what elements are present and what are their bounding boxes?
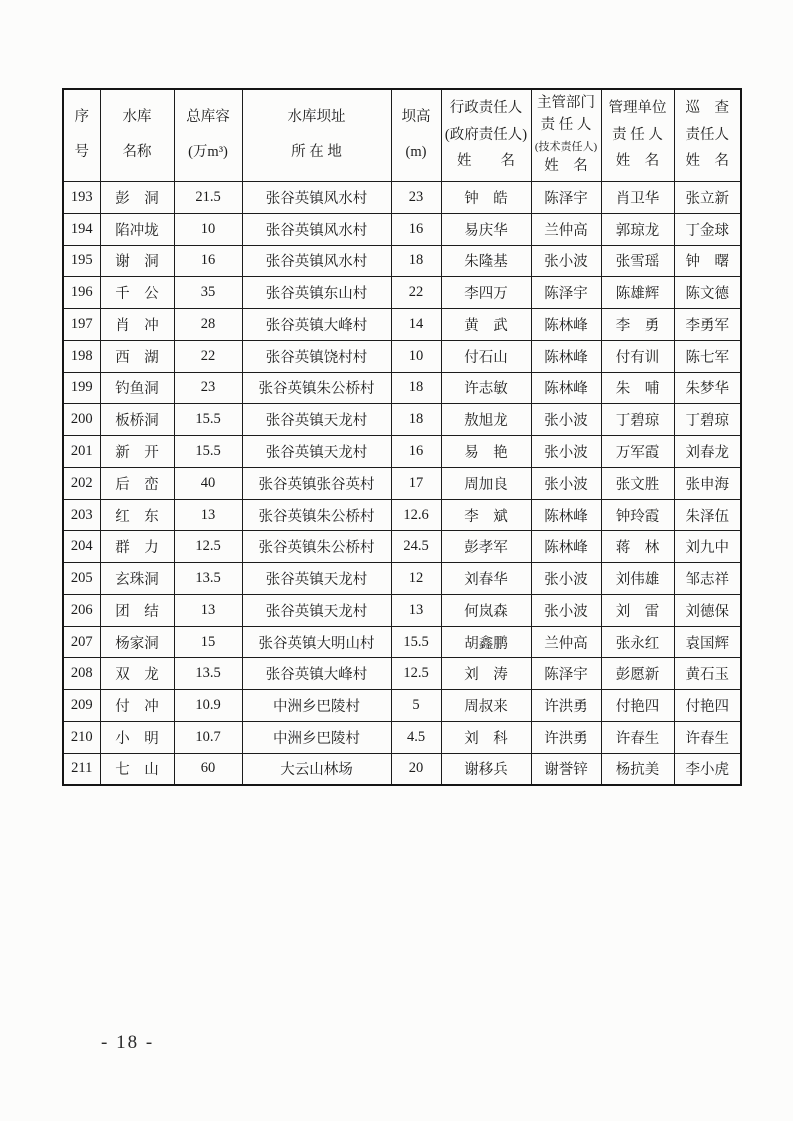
cell-seq: 194 — [63, 213, 100, 245]
cell-dept-responsible: 陈林峰 — [531, 372, 601, 404]
cell-admin-responsible: 付石山 — [441, 340, 531, 372]
cell-patrol-responsible: 陈七军 — [674, 340, 741, 372]
cell-seq: 208 — [63, 658, 100, 690]
cell-mgmt-responsible: 肖卫华 — [601, 182, 674, 214]
cell-reservoir-name: 西 湖 — [100, 340, 174, 372]
cell-seq: 198 — [63, 340, 100, 372]
table-row — [63, 213, 741, 245]
cell-mgmt-responsible: 万军霞 — [601, 436, 674, 468]
cell-reservoir-name: 群 力 — [100, 531, 174, 563]
cell-dam-height: 18 — [391, 245, 441, 277]
header-line: (政府责任人) — [444, 126, 528, 143]
cell-patrol-responsible: 丁金球 — [674, 213, 741, 245]
header-line: 水库坝址 — [287, 108, 346, 125]
cell-seq: 206 — [63, 594, 100, 626]
cell-reservoir-name: 杨家洞 — [100, 626, 174, 658]
cell-capacity: 10 — [174, 213, 242, 245]
cell-seq: 205 — [63, 563, 100, 595]
cell-mgmt-responsible: 蒋 林 — [601, 531, 674, 563]
header-line: 所 在 地 — [291, 144, 342, 161]
cell-reservoir-name: 双 龙 — [100, 658, 174, 690]
cell-dept-responsible: 兰仲高 — [531, 626, 601, 658]
table-row — [63, 690, 741, 722]
cell-capacity: 13.5 — [174, 563, 242, 595]
cell-admin-responsible: 彭孝军 — [441, 531, 531, 563]
cell-dam-height: 12 — [391, 563, 441, 595]
cell-reservoir-name: 后 峦 — [100, 467, 174, 499]
cell-admin-responsible: 周叔来 — [441, 690, 531, 722]
header-line: 坝高 — [401, 108, 431, 125]
cell-capacity: 13 — [174, 499, 242, 531]
cell-reservoir-name: 陷冲垅 — [100, 213, 174, 245]
cell-admin-responsible: 周加良 — [441, 467, 531, 499]
cell-dept-responsible: 陈泽宇 — [531, 277, 601, 309]
table-row — [63, 753, 741, 785]
cell-capacity: 60 — [174, 753, 242, 785]
cell-dept-responsible: 陈林峰 — [531, 340, 601, 372]
cell-mgmt-responsible: 李 勇 — [601, 309, 674, 341]
table-row — [63, 531, 741, 563]
cell-mgmt-responsible: 刘伟雄 — [601, 563, 674, 595]
header-line: 责 任 人 — [612, 126, 663, 143]
table-row — [63, 722, 741, 754]
header-line: 名称 — [122, 144, 152, 161]
cell-mgmt-responsible: 钟玲霞 — [601, 499, 674, 531]
cell-dam-location: 中洲乡巴陵村 — [242, 690, 391, 722]
cell-capacity: 28 — [174, 309, 242, 341]
header-line: 管理单位 — [608, 99, 667, 116]
table-row — [63, 372, 741, 404]
cell-reservoir-name: 团 结 — [100, 594, 174, 626]
cell-dam-height: 10 — [391, 340, 441, 372]
cell-dam-height: 16 — [391, 213, 441, 245]
cell-patrol-responsible: 张申海 — [674, 467, 741, 499]
col-header-dam-height — [391, 89, 441, 182]
cell-patrol-responsible: 朱梦华 — [674, 372, 741, 404]
cell-patrol-responsible: 陈文德 — [674, 277, 741, 309]
cell-reservoir-name: 小 明 — [100, 722, 174, 754]
cell-capacity: 21.5 — [174, 182, 242, 214]
header-line: 水库 — [122, 108, 152, 125]
header-line: 姓 名 — [615, 153, 660, 170]
cell-reservoir-name: 千 公 — [100, 277, 174, 309]
header-line: 行政责任人 — [449, 99, 523, 116]
cell-mgmt-responsible: 张文胜 — [601, 467, 674, 499]
reservoir-table-container — [62, 88, 740, 783]
cell-admin-responsible: 何岚森 — [441, 594, 531, 626]
cell-seq: 202 — [63, 467, 100, 499]
cell-mgmt-responsible: 杨抗美 — [601, 753, 674, 785]
cell-dept-responsible: 张小波 — [531, 436, 601, 468]
cell-reservoir-name: 钓鱼洞 — [100, 372, 174, 404]
cell-dam-height: 18 — [391, 372, 441, 404]
cell-dam-height: 23 — [391, 182, 441, 214]
cell-dam-location: 张谷英镇天龙村 — [242, 404, 391, 436]
cell-capacity: 35 — [174, 277, 242, 309]
cell-seq: 195 — [63, 245, 100, 277]
cell-patrol-responsible: 张立新 — [674, 182, 741, 214]
cell-seq: 204 — [63, 531, 100, 563]
reservoir-table — [62, 88, 742, 786]
cell-dam-location: 张谷英镇张谷英村 — [242, 467, 391, 499]
cell-reservoir-name: 谢 洞 — [100, 245, 174, 277]
cell-dept-responsible: 张小波 — [531, 563, 601, 595]
cell-dam-height: 12.5 — [391, 658, 441, 690]
cell-capacity: 15.5 — [174, 404, 242, 436]
cell-capacity: 10.9 — [174, 690, 242, 722]
cell-patrol-responsible: 邹志祥 — [674, 563, 741, 595]
cell-capacity: 10.7 — [174, 722, 242, 754]
cell-dam-location: 张谷英镇天龙村 — [242, 436, 391, 468]
table-row — [63, 182, 741, 214]
col-header-capacity — [174, 89, 242, 182]
cell-dam-height: 14 — [391, 309, 441, 341]
cell-seq: 207 — [63, 626, 100, 658]
cell-patrol-responsible: 钟 曙 — [674, 245, 741, 277]
cell-patrol-responsible: 刘春龙 — [674, 436, 741, 468]
cell-dam-height: 17 — [391, 467, 441, 499]
cell-capacity: 15 — [174, 626, 242, 658]
cell-dept-responsible: 张小波 — [531, 404, 601, 436]
cell-dam-location: 张谷英镇饶村村 — [242, 340, 391, 372]
cell-dept-responsible: 陈林峰 — [531, 499, 601, 531]
cell-admin-responsible: 刘 科 — [441, 722, 531, 754]
cell-admin-responsible: 钟 皓 — [441, 182, 531, 214]
cell-dam-height: 24.5 — [391, 531, 441, 563]
header-line: (m) — [405, 144, 427, 161]
table-row — [63, 563, 741, 595]
cell-patrol-responsible: 袁国辉 — [674, 626, 741, 658]
cell-dam-location: 张谷英镇大明山村 — [242, 626, 391, 658]
table-row — [63, 499, 741, 531]
table-row — [63, 340, 741, 372]
header-line: 巡 查 — [685, 99, 729, 116]
cell-dam-height: 12.6 — [391, 499, 441, 531]
cell-dam-location: 张谷英镇风水村 — [242, 182, 391, 214]
cell-capacity: 13 — [174, 594, 242, 626]
cell-dam-location: 张谷英镇朱公桥村 — [242, 372, 391, 404]
table-row — [63, 277, 741, 309]
table-row — [63, 404, 741, 436]
cell-capacity: 23 — [174, 372, 242, 404]
cell-dam-height: 16 — [391, 436, 441, 468]
col-header-mgmt-responsible — [601, 89, 674, 182]
header-line: 责任人 — [685, 126, 729, 143]
cell-admin-responsible: 刘 涛 — [441, 658, 531, 690]
header-line: 姓 名 — [544, 157, 588, 174]
cell-patrol-responsible: 李勇军 — [674, 309, 741, 341]
cell-patrol-responsible: 刘德保 — [674, 594, 741, 626]
cell-dept-responsible: 兰仲高 — [531, 213, 601, 245]
reservoir-table-body — [63, 182, 741, 786]
cell-reservoir-name: 板桥洞 — [100, 404, 174, 436]
cell-admin-responsible: 胡鑫鹏 — [441, 626, 531, 658]
cell-dam-location: 张谷英镇天龙村 — [242, 594, 391, 626]
cell-capacity: 12.5 — [174, 531, 242, 563]
cell-dept-responsible: 陈泽宇 — [531, 182, 601, 214]
cell-patrol-responsible: 黄石玉 — [674, 658, 741, 690]
cell-seq: 199 — [63, 372, 100, 404]
cell-dam-location: 张谷英镇东山村 — [242, 277, 391, 309]
cell-admin-responsible: 黄 武 — [441, 309, 531, 341]
cell-admin-responsible: 刘春华 — [441, 563, 531, 595]
cell-dept-responsible: 张小波 — [531, 245, 601, 277]
header-line: (万m³) — [188, 144, 228, 161]
cell-reservoir-name: 红 东 — [100, 499, 174, 531]
table-row — [63, 626, 741, 658]
cell-dept-responsible: 许洪勇 — [531, 722, 601, 754]
cell-mgmt-responsible: 丁碧琼 — [601, 404, 674, 436]
cell-patrol-responsible: 刘九中 — [674, 531, 741, 563]
cell-dam-height: 20 — [391, 753, 441, 785]
cell-seq: 193 — [63, 182, 100, 214]
cell-dept-responsible: 谢誉锌 — [531, 753, 601, 785]
cell-patrol-responsible: 李小虎 — [674, 753, 741, 785]
cell-reservoir-name: 七 山 — [100, 753, 174, 785]
cell-dept-responsible: 许洪勇 — [531, 690, 601, 722]
cell-mgmt-responsible: 刘 雷 — [601, 594, 674, 626]
cell-reservoir-name: 肖 冲 — [100, 309, 174, 341]
col-header-dept-responsible — [531, 89, 601, 182]
cell-dam-height: 22 — [391, 277, 441, 309]
cell-admin-responsible: 朱隆基 — [441, 245, 531, 277]
cell-mgmt-responsible: 郭琼龙 — [601, 213, 674, 245]
header-line: 姓 名 — [685, 153, 729, 170]
cell-seq: 209 — [63, 690, 100, 722]
cell-admin-responsible: 易庆华 — [441, 213, 531, 245]
cell-dam-location: 中洲乡巴陵村 — [242, 722, 391, 754]
cell-seq: 203 — [63, 499, 100, 531]
cell-dam-location: 大云山林场 — [242, 753, 391, 785]
cell-dam-height: 18 — [391, 404, 441, 436]
cell-seq: 201 — [63, 436, 100, 468]
cell-capacity: 15.5 — [174, 436, 242, 468]
table-row — [63, 594, 741, 626]
cell-dept-responsible: 陈林峰 — [531, 309, 601, 341]
cell-mgmt-responsible: 付艳四 — [601, 690, 674, 722]
cell-mgmt-responsible: 张永红 — [601, 626, 674, 658]
header-line: 责 任 人 — [540, 117, 592, 134]
cell-seq: 211 — [63, 753, 100, 785]
cell-patrol-responsible: 丁碧琼 — [674, 404, 741, 436]
cell-reservoir-name: 付 冲 — [100, 690, 174, 722]
cell-admin-responsible: 李四万 — [441, 277, 531, 309]
cell-admin-responsible: 李 斌 — [441, 499, 531, 531]
cell-seq: 197 — [63, 309, 100, 341]
header-line: 序 — [74, 108, 89, 125]
cell-reservoir-name: 彭 洞 — [100, 182, 174, 214]
cell-seq: 196 — [63, 277, 100, 309]
cell-dept-responsible: 张小波 — [531, 594, 601, 626]
cell-reservoir-name: 玄珠洞 — [100, 563, 174, 595]
table-row — [63, 309, 741, 341]
col-header-dam-location — [242, 89, 391, 182]
cell-dam-location: 张谷英镇朱公桥村 — [242, 499, 391, 531]
cell-mgmt-responsible: 朱 哺 — [601, 372, 674, 404]
cell-seq: 200 — [63, 404, 100, 436]
cell-capacity: 22 — [174, 340, 242, 372]
cell-dam-height: 13 — [391, 594, 441, 626]
col-header-admin-responsible — [441, 89, 531, 182]
cell-dam-location: 张谷英镇风水村 — [242, 213, 391, 245]
cell-dam-location: 张谷英镇风水村 — [242, 245, 391, 277]
cell-dam-location: 张谷英镇天龙村 — [242, 563, 391, 595]
table-row — [63, 658, 741, 690]
header-line: 号 — [74, 144, 89, 161]
cell-dam-location: 张谷英镇朱公桥村 — [242, 531, 391, 563]
cell-capacity: 13.5 — [174, 658, 242, 690]
page-number: - 18 - — [101, 1032, 155, 1053]
cell-seq: 210 — [63, 722, 100, 754]
cell-admin-responsible: 易 艳 — [441, 436, 531, 468]
cell-dept-responsible: 张小波 — [531, 467, 601, 499]
cell-mgmt-responsible: 许春生 — [601, 722, 674, 754]
cell-dept-responsible: 陈泽宇 — [531, 658, 601, 690]
col-header-reservoir-name — [100, 89, 174, 182]
cell-dam-location: 张谷英镇大峰村 — [242, 309, 391, 341]
col-header-patrol-responsible — [674, 89, 741, 182]
header-line: (技术责任人) — [534, 140, 598, 153]
cell-capacity: 40 — [174, 467, 242, 499]
cell-reservoir-name: 新 开 — [100, 436, 174, 468]
cell-dam-height: 15.5 — [391, 626, 441, 658]
table-row — [63, 436, 741, 468]
cell-admin-responsible: 敖旭龙 — [441, 404, 531, 436]
header-line: 总库容 — [186, 108, 230, 125]
cell-patrol-responsible: 朱泽伍 — [674, 499, 741, 531]
col-header-seq — [63, 89, 100, 182]
table-row — [63, 467, 741, 499]
cell-mgmt-responsible: 付有训 — [601, 340, 674, 372]
cell-dam-height: 5 — [391, 690, 441, 722]
table-header-row — [63, 89, 741, 182]
cell-admin-responsible: 许志敏 — [441, 372, 531, 404]
cell-mgmt-responsible: 张雪瑶 — [601, 245, 674, 277]
cell-capacity: 16 — [174, 245, 242, 277]
table-row — [63, 245, 741, 277]
header-line: 主管部门 — [537, 95, 595, 112]
cell-mgmt-responsible: 陈雄辉 — [601, 277, 674, 309]
cell-dam-location: 张谷英镇大峰村 — [242, 658, 391, 690]
cell-dam-height: 4.5 — [391, 722, 441, 754]
cell-patrol-responsible: 许春生 — [674, 722, 741, 754]
header-line: 姓 名 — [457, 153, 515, 170]
cell-admin-responsible: 谢移兵 — [441, 753, 531, 785]
cell-dept-responsible: 陈林峰 — [531, 531, 601, 563]
cell-mgmt-responsible: 彭愿新 — [601, 658, 674, 690]
cell-patrol-responsible: 付艳四 — [674, 690, 741, 722]
